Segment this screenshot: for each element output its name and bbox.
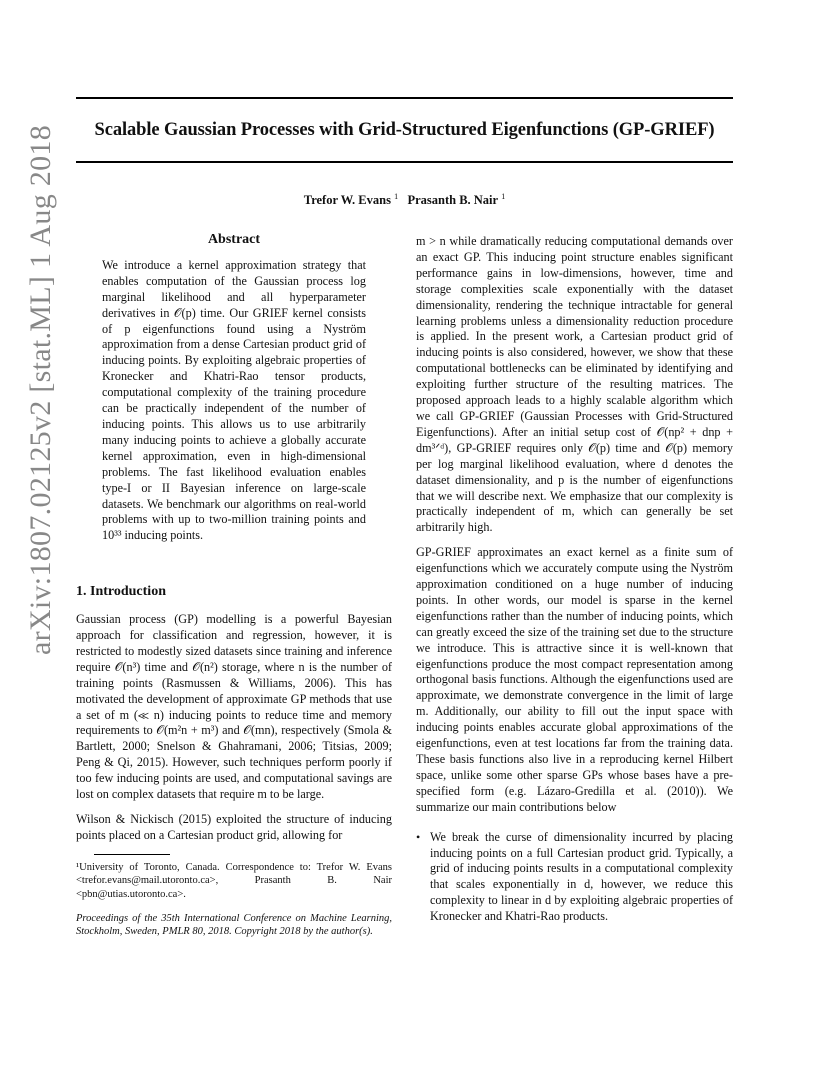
author-affiliation-mark: 1 [501, 192, 506, 201]
title-rule-bottom [76, 161, 733, 163]
right-column [416, 234, 733, 925]
abstract-text: We introduce a kernel approximation strategy that enables computation of the Gaussian process log marginal likelihood and all hyperparameter derivatives in 𝒪(p) time. Our GRIEF kernel consists of p eigenfunctions found using a Nyström approximation from a dense Cartesian product grid of inducing points. By exploiting algebraic properties of Kronecker and Khatri-Rao tensor products, computational complexity of the training procedure can be practically independent of the number of inducing points. This allows us to use arbitrarily many inducing points to achieve a globally accurate kernel approximation, even in high-dimensional problems. The fast likelihood evaluation enables type-I or II Bayesian inference on large-scale datasets. We benchmark our algorithms on real-world problems with up to two-million training points and 10³³ inducing points. [102, 257, 366, 543]
contributions-list [416, 830, 733, 925]
proceedings-footnote [76, 912, 392, 939]
author-name: Trefor W. Evans [303, 193, 391, 207]
proceedings-text: Proceedings of the 35th International Conference on Machine Learning, Stockholm, Sweden, PMLR 80, 2018. Copyright 2018 by the author(s). [76, 912, 392, 938]
intro-paragraph: Wilson & Nickisch (2015) exploited the structure of inducing points placed on a Cartesian product grid, allowing for [76, 812, 392, 842]
body-paragraph: m > n while dramatically reducing computational demands over an exact GP. This inducing point structure enables significant performance gains in low-dimensions, however, time and storage complexities scale exponentially with the dataset dimensionality, rendering the technique intractable for general learning problems unless a dimensionality reduction procedure is applied. In the present work, a Cartesian product grid of inducing points is also considered, however, we show that these computational bottlenecks can be eliminated by identifying and exploiting further structure of the resulting matrices. The proposed approach leads to a highly scalable algorithm which we call GP-GRIEF (Gaussian Processes with Grid-Structured Eigenfunctions). After an initial setup cost of 𝒪(np² + dnp + dm³ᐟᵈ), GP-GRIEF requires only 𝒪(p) time and 𝒪(p) memory per log marginal likelihood evaluation, where d denotes the dataset dimensionality, and p is the number of eigenfunctions that we will describe next. We emphasize that our complexity is practically independent of m, which can generally be set arbitrarily high. [416, 234, 733, 535]
body-paragraph: GP-GRIEF approximates an exact kernel as a finite sum of eigenfunctions which we accurately compute using the Nyström approximation conditioned on a huge number of inducing points. In other words, our model is sparse in the kernel eigenfunctions rather than the number of inducing points, which can greatly exceed the size of the training set due to the structure we introduce. This is attractive since it is well-known that eigenfunctions produce the most compact representation among orthogonal basis functions. Although the eigenfunctions used are approximate, we demonstrate convergence in the limit of large m. Additionally, our ability to fill out the input space with inducing points enables accurate global approximations of the eigenfunctions, even at test locations far from the training data. These basis functions also live in a reproducing kernel Hilbert space, unlike some other sparse GPs whose bases have a pre-specified form (e.g. Lázaro-Gredilla et al. (2010)). We summarize our main contributions below [416, 545, 733, 814]
bullet-icon: • [416, 829, 421, 844]
footnote-divider [94, 854, 170, 855]
list-item [416, 830, 733, 925]
author-list [76, 192, 733, 208]
affiliation-footnote: ¹University of Toronto, Canada. Correspondence to: Trefor W. Evans <trefor.evans@mail.utoronto.ca>, Prasanth B. Nair <pbn@utias.utoronto.ca>. [76, 861, 392, 900]
intro-paragraph: Gaussian process (GP) modelling is a powerful Bayesian approach for classification and regression, however, it is restricted to modestly sized datasets since training and inference require 𝒪(n³) time and 𝒪(n²) storage, where n is the number of training points (Rasmussen & Williams, 2006). This has motivated the development of approximate GP methods that use a set of m (≪ n) inducing points to reduce time and memory requirements to 𝒪(m²n + m³) and 𝒪(mn), respectively (Smola & Bartlett, 2000; Snelson & Ghahramani, 2006; Titsias, 2009; Peng & Qi, 2015). However, such techniques perform poorly if too few inducing points are used, and computational savings are lost on complex datasets that require m to be large. [76, 612, 392, 802]
abstract-heading: Abstract [207, 232, 261, 247]
author-name: Prasanth B. Nair [407, 193, 499, 207]
contribution-text: We break the curse of dimensionality incurred by placing inducing points on a full Cartesian product grid. Typically, a grid of inducing points results in a computational complexity that scales exponentially in d, however, we reduce this complexity to linear in d by exploiting algebraic properties of Kronecker and Khatri-Rao products. [430, 829, 733, 924]
section-heading-introduction: 1. Introduction [76, 584, 166, 600]
title-rule-top [76, 97, 733, 99]
author-affiliation-mark: 1 [394, 192, 399, 201]
arxiv-id: arXiv:1807.02125v2 [stat.ML] 1 Aug 2018 [24, 125, 57, 655]
left-column [76, 232, 392, 939]
paper-title: Scalable Gaussian Processes with Grid-Structured Eigenfunctions (GP-GRIEF) [94, 120, 715, 140]
